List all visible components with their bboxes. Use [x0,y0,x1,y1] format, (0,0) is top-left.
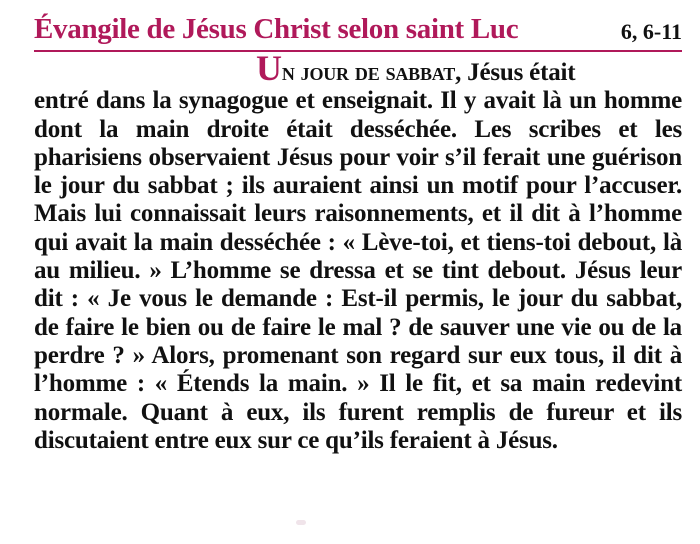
scripture-reference: 6, 6-11 [620,19,682,44]
opening-small-caps: n jour de sabbat [281,59,456,86]
page-title: Évangile de Jésus Christ selon saint Luc [34,13,519,45]
drop-cap-letter: U [256,48,282,88]
reading-body: entré dans la synagogue et enseignait. Il y avait là un homme dont la main droite était desséchée. Les scribes et les pharisiens observaient Jésus pour voir s’il ferait une guérison le jour du sabbat ; ils auraient ainsi un motif pour l’accuser. Mais lui connaissait leurs raisonnements, et il dit à l’homme qui avait la main desséchée : « Lève-toi, et tiens-toi debout, là au milieu. » L’homme se dressa et se tint debout. Jésus leur dit : « Je vous le demande : Est-il permis, le jour du sabbat, de faire le bien ou de faire le mal ? de sauver une vie ou de la perdre ? » Alors, promenant son regard sur eux tous, il dit à l’homme : « Étends la main. » Il le fit, et sa main redevint normale. Quant à eux, ils furent remplis de fureur et ils discutaient entre eux sur ce qu’ils feraient à Jésus. [34,87,682,454]
opening-line-rest: , Jésus était [455,59,576,86]
opening-line [34,48,682,88]
page-mark [296,520,306,525]
gospel-reading-page [34,10,682,455]
reading-text [34,48,682,455]
header [34,10,682,48]
header-divider [34,50,682,52]
